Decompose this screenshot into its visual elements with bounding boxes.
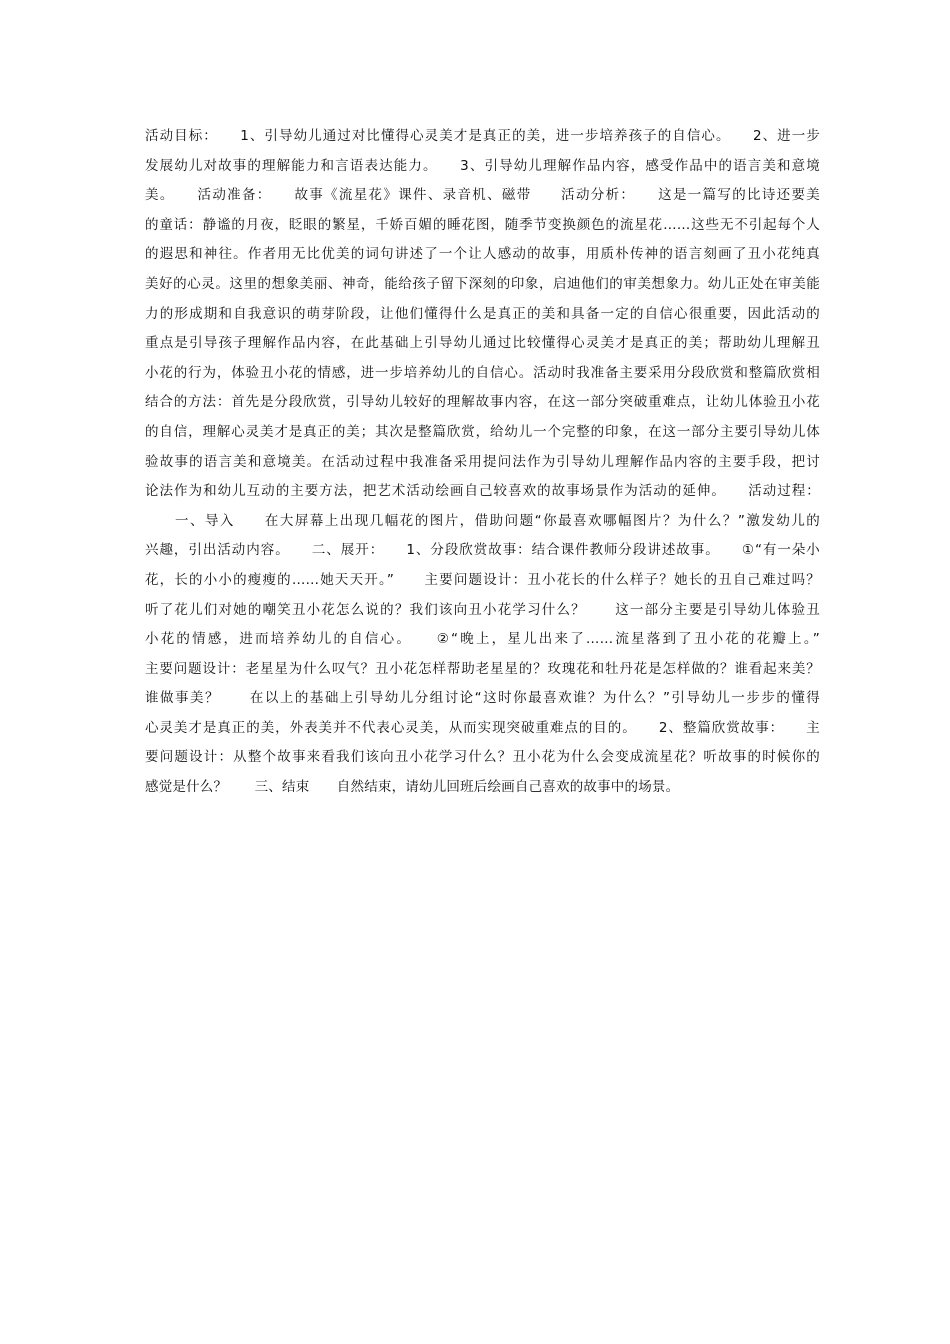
text-line: 一、导入 在大屏幕上出现几幅花的图片，借助问题“你最喜欢哪幅图片？为什么？”激发幼儿的 — [145, 512, 820, 529]
text-line: 的遐思和神往。作者用无比优美的词句讲述了一个让人感动的故事，用质朴传神的语言刻画了丑小花纯真 — [145, 246, 820, 263]
text-line: 感觉是什么？ 三、结束 自然结束，请幼儿回班后绘画自己喜欢的故事中的场景。 — [145, 779, 680, 796]
text-line: 美好的心灵。这里的想象美丽、神奇，能给孩子留下深刻的印象，启迪他们的审美想象力。幼儿正处在审美能 — [145, 275, 820, 292]
text-line: 结合的方法：首先是分段欣赏，引导幼儿较好的理解故事内容，在这一部分突破重难点，让幼儿体验丑小花 — [145, 394, 820, 411]
text-line: 发展幼儿对故事的理解能力和言语表达能力。 3、引导幼儿理解作品内容，感受作品中的语言美和意境 — [145, 157, 820, 174]
text-line: 美。 活动准备： 故事《流星花》课件、录音机、磁带 活动分析： 这是一篇写的比诗还要美 — [145, 187, 820, 204]
text-line: 花，长的小小的瘦瘦的……她天天开。” 主要问题设计：丑小花长的什么样子？她长的丑自己难过吗？ — [145, 571, 820, 588]
text-line: 的童话：静谧的月夜，眨眼的繁星，千娇百媚的睡花图，随季节变换颜色的流星花……这些无不引起每个人 — [145, 216, 820, 233]
text-line: 重点是引导孩子理解作品内容，在此基础上引导幼儿通过比较懂得心灵美才是真正的美；帮助幼儿理解丑 — [145, 335, 820, 352]
text-line: 的自信，理解心灵美才是真正的美；其次是整篇欣赏，给幼儿一个完整的印象，在这一部分主要引导幼儿体 — [145, 423, 820, 440]
text-line: 听了花儿们对她的嘲笑丑小花怎么说的？我们该向丑小花学习什么？ 这一部分主要是引导幼儿体验丑 — [145, 601, 820, 618]
text-line: 验故事的语言美和意境美。在活动过程中我准备采用提问法作为引导幼儿理解作品内容的主要手段，把讨 — [145, 453, 820, 470]
text-line: 心灵美才是真正的美，外表美并不代表心灵美，从而实现突破重难点的目的。 2、整篇欣赏故事： 主 — [145, 719, 820, 736]
text-line: 主要问题设计：老星星为什么叹气？丑小花怎样帮助老星星的？玫瑰花和牡丹花是怎样做的？谁看起来美？ — [145, 660, 820, 677]
text-line: 论法作为和幼儿互动的主要方法，把艺术活动绘画自己较喜欢的故事场景作为活动的延伸。 活动过程： — [145, 483, 820, 500]
text-line: 力的形成期和自我意识的萌芽阶段，让他们懂得什么是真正的美和具备一定的自信心很重要，因此活动的 — [145, 305, 820, 322]
text-line: 要问题设计：从整个故事来看我们该向丑小花学习什么？丑小花为什么会变成流星花？听故事的时候你的 — [145, 749, 820, 766]
text-line: 谁做事美？ 在以上的基础上引导幼儿分组讨论“这时你最喜欢谁？为什么？”引导幼儿一步步的懂得 — [145, 690, 820, 707]
lesson-plan-text — [145, 122, 820, 803]
text-line: 兴趣，引出活动内容。 二、展开： 1、分段欣赏故事：结合课件教师分段讲述故事。 ①“有一朵小 — [145, 542, 820, 559]
text-line: 小花的情感，进而培养幼儿的自信心。 ②“晚上，星儿出来了……流星落到了丑小花的花瓣上。” — [145, 631, 820, 648]
text-line: 活动目标： 1、引导幼儿通过对比懂得心灵美才是真正的美，进一步培养孩子的自信心。 2、进一步 — [145, 128, 820, 144]
text-line: 小花的行为，体验丑小花的情感，进一步培养幼儿的自信心。活动时我准备主要采用分段欣赏和整篇欣赏相 — [145, 364, 820, 381]
